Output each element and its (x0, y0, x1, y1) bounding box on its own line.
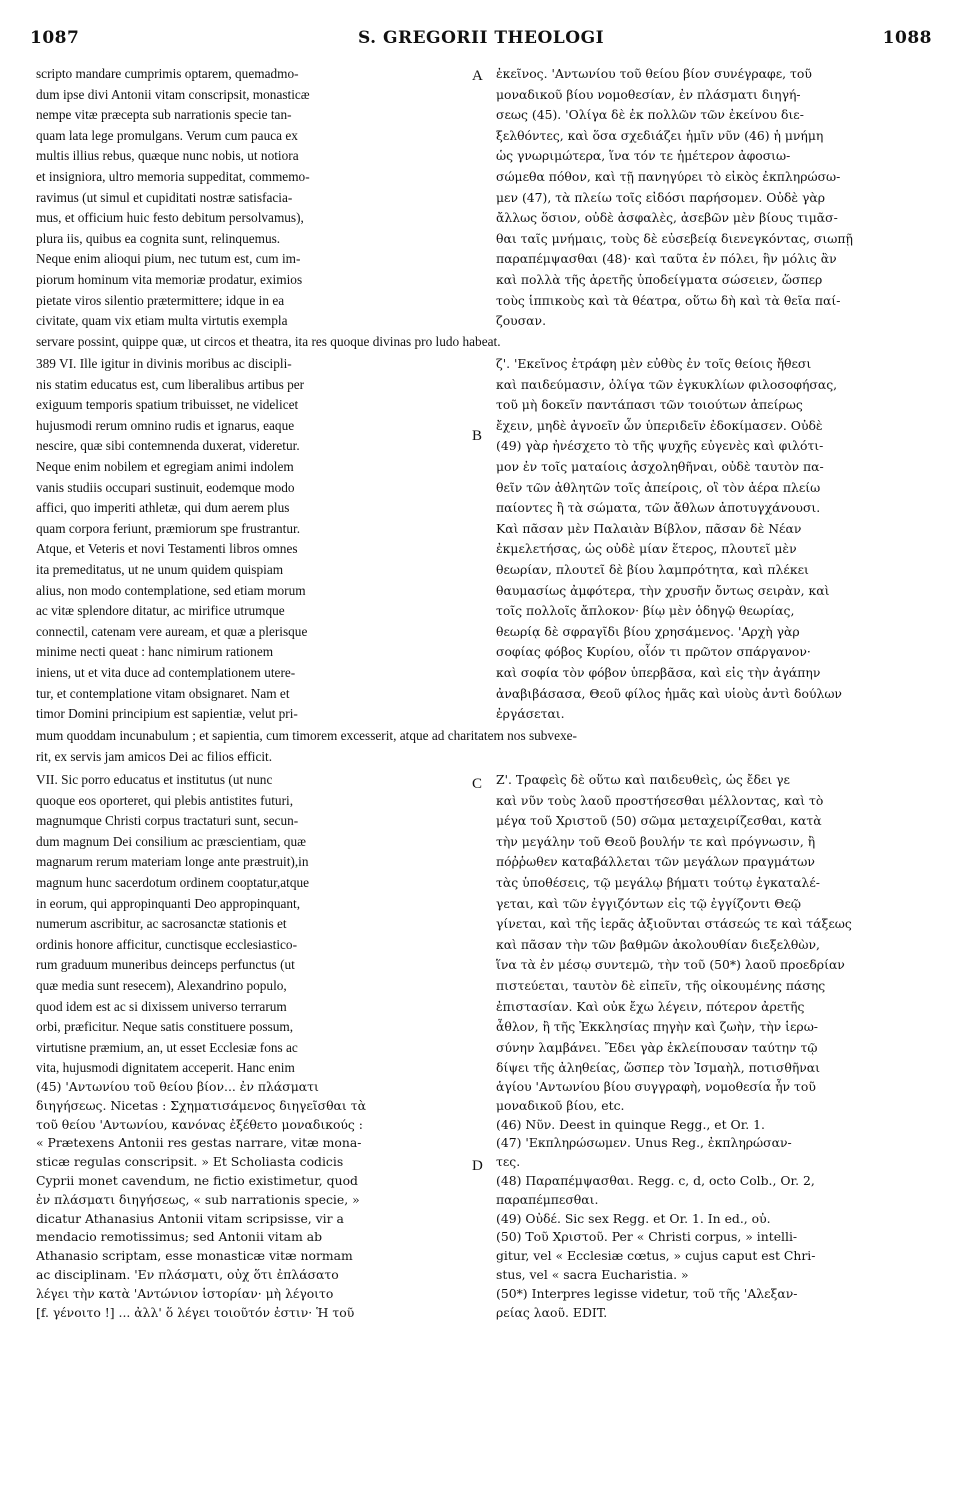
text-line: ἐν πλάσματι διηγήσεως, « sub narrationis specie, » (36, 1191, 360, 1207)
latin-column-b (36, 354, 476, 725)
text-line: θεῖν τῶν ἀθλητῶν τοῖς ἀπείροις, οἳ τὸν ἀέρα πλείω (496, 479, 821, 495)
text-line: (49) Οὐδέ. Sic sex Regg. et Or. 1. In ed., οὐ. (496, 1210, 771, 1226)
text-line: Neque enim alioqui pium, nec tutum est, cum im- (36, 251, 301, 267)
text-line: τοὺς ἱππικοὺς καὶ τὰ θέατρα, οὕτω δὴ καὶ τὰ θεῖα παί- (496, 292, 841, 308)
text-line: sticæ regulas conscripsit. » Et Scholiasta codicis (36, 1154, 344, 1170)
text-line: quoque eos oporteret, qui plebis antistites futuri, (36, 792, 294, 808)
text-line: quam corpora feriunt, præmiorum spe frustrantur. (36, 520, 301, 536)
text-line: θαυμασίως ἀμφότερα, τὴν χρυσῆν ὄντως σειρὰν, καὶ (496, 582, 830, 598)
text-line: γεται, καὶ τῶν ἐγγιζόντων εἰς τῷ ἐγγίζοντι Θεῷ (496, 895, 801, 911)
text-line: (50) Τοῦ Χριστοῦ. Per « Christi corpus, » intelli- (496, 1229, 798, 1245)
text-line: θαι ταῖς μνήμαις, τοὺς δὲ εὐσεβείᾳ διενεγκόντας, σιωπῇ (496, 230, 853, 246)
text-line: in eorum, qui appropinquanti Deo appropinquant, (36, 895, 301, 911)
text-line: gitur, vel « Ecclesiæ cœtus, » cujus caput est Chri- (496, 1248, 816, 1264)
latin-full-line-a: servare possint, quippe quæ, ut circos et theatra, ita res quoque divinas pro ludo habeat. (36, 334, 501, 349)
text-line: καὶ πολλὰ τῆς ἀρετῆς ὑποδείγματα σώσειεν, ὥσπερ (496, 271, 823, 287)
text-line: (49) γὰρ ἠνέσχετο τὸ τῆς ψυχῆς εὐγενὲς καὶ φιλότι- (496, 438, 824, 454)
text-line: quod idem est ac si dixissem universo terrarum (36, 998, 287, 1014)
text-line: τὰς ὑποθέσεις, τῷ μεγάλῳ βήματι τούτῳ ἐγκαταλέ- (496, 874, 820, 890)
text-line: θεωρίᾳ δὲ σφραγῖδι βίου χρησάμενος. 'Αρχὴ γὰρ (496, 623, 800, 639)
text-line: dicatur Athanasius Antonii vitam scripsisse, vir a (36, 1210, 344, 1226)
text-line: γίνεται, καὶ τῆς ἱερᾶς ἀξιοῦνται στάσεώς τε καὶ τάξεως (496, 916, 852, 932)
text-line: connectil, catenam vere auream, et quæ a plerisque (36, 623, 308, 639)
text-line: ac vitæ splendore ditatur, ac mirifice utrumque (36, 603, 285, 619)
text-line: ἀναβιβάσασα, Θεοῦ φίλος ἡμᾶς καὶ υἱοὺς ἀντὶ δούλων (496, 685, 842, 701)
text-line: Cyprii monet cavendum, ne fictio existimetur, quod (36, 1172, 358, 1188)
text-line: quam lata lege promulgans. Verum cum pauca ex (36, 127, 298, 143)
text-line: (47) 'Εκπληρώσωμεν. Unus Reg., ἐκπληρώσαν- (496, 1135, 792, 1151)
section-marker-b: B (472, 428, 483, 444)
text-line: ἆθλον, ἢ τῆς Ἐκκλησίας πηγὴν καὶ ζωὴν, τὴν ἱερω- (496, 1019, 818, 1035)
text-line: multis illius rebus, quæque nunc nobis, ut notiora (36, 148, 299, 164)
text-line: mum quoddam incunabulum ; et sapientia, cum timorem excesserit, atque ad charitatem nos subvexe- (36, 728, 577, 743)
text-line: ἔχειν, μηδὲ ἀγνοεῖν ὧν ὑπεριδεῖν ἐδοκίμασεν. Οὐδὲ (496, 417, 823, 433)
text-line: καὶ σοφία τὸν φόβον ὑπερβᾶσα, καὶ εἰς τὴν ἀγάπην (496, 664, 821, 680)
text-line: μοναδικοῦ βίου, etc. (496, 1097, 625, 1113)
text-line: (48) Παραπέμψασθαι. Regg. c, d, octo Colb., Or. 2, (496, 1172, 815, 1188)
text-line: VII. Sic porro educatus et institutus (ut nunc (36, 772, 273, 787)
text-line: iniens, ut et vita duce ad contemplationem utere- (36, 664, 296, 680)
text-line: vanis studiis occupari sustinuit, eodemque modo (36, 479, 295, 495)
text-line: Athanasio scriptam, esse monasticæ vitæ normam (36, 1248, 353, 1264)
page-number-right: 1088 (882, 28, 932, 48)
text-line: scripto mandare cumprimis optarem, quemadmo- (36, 66, 299, 81)
text-line: μεν (47), τὰ πλείω τοῖς εἰδόσι παρήσομεν. Οὐδὲ γὰρ (496, 189, 826, 205)
text-line: ἄλλως ὅσιον, οὐδὲ ἀσφαλὲς, ἀσεβῶν μὲν βίους τιμᾶσ- (496, 210, 838, 226)
text-line: ζουσαν. (496, 313, 547, 329)
text-line: et insigniora, ultro memoria suppeditat, commemo- (36, 168, 310, 184)
text-line: tur, et contemplatione vitam obsignaret. Nam et (36, 685, 290, 701)
footnotes-left (36, 1078, 476, 1322)
text-line: ρείας λαοῦ. EDIT. (496, 1304, 608, 1320)
text-line: τοῦ μὴ δοκεῖν παντάπασι τῶν τοιούτων ἀπείρως (496, 397, 803, 413)
text-line: σύνην λαμβάνει. Ἔδει γὰρ ἐκλείπουσαν ταύτην τῷ (496, 1039, 818, 1055)
text-line: dum magnum Dei consilium ac præscientiam, quæ (36, 833, 306, 849)
text-line: affici, quo imperiti athletæ, qui dum aerem plus (36, 500, 290, 516)
section-marker-a: A (472, 68, 483, 84)
text-line: ordinis honore afficitur, cunctisque ecclesiastico- (36, 936, 298, 952)
text-line: ἵνα τὰ ἐν μέσῳ συντεμῶ, τὴν τοῦ (50*) λαοῦ προεδρίαν (496, 957, 845, 973)
text-line: ac disciplinam. 'Εν πλάσματι, οὐχ ὅτι ἐπλάσατο (36, 1266, 339, 1282)
text-line: Καὶ πᾶσαν μὲν Παλαιὰν Βίβλον, πᾶσαν δὲ Νέαν (496, 520, 802, 536)
text-line: τες. (496, 1154, 521, 1170)
text-line: quæ media sunt resecem), Alexandrino populo, (36, 977, 287, 993)
text-line: piorum hominum vita memoriæ prodatur, eximios (36, 271, 303, 287)
text-line: Atque, et Veteris et novi Testamenti libros omnes (36, 541, 298, 557)
text-line: nescire, quæ sibi contemnenda duxerat, videretur. (36, 438, 300, 454)
text-line: τοῖς πολλοῖς ἄπλοκον· βίῳ μὲν ὁδηγῷ θεωρίας, (496, 603, 795, 619)
text-line: ζ'. 'Εκεῖνος ἐτράφη μὲν εὐθὺς ἐν τοῖς θείοις ἤθεσι (496, 356, 812, 371)
text-line: timor Domini principium est sapientiæ, velut pri- (36, 706, 298, 722)
text-line: ἐπιστασίαν. Καὶ οὐκ ἔχω λέγειν, πότερον ἀρετῆς (496, 998, 805, 1014)
text-line: stus, vel « sacra Eucharistia. » (496, 1266, 689, 1282)
text-line: rum graduum muneribus deinceps perfunctus (ut (36, 957, 295, 973)
latin-full-lines-b (36, 726, 930, 767)
text-line: magnarum rerum materiam longe ante præstruit),in (36, 854, 309, 870)
text-line: πόῤῥωθεν καταβάλλεται τῶν μεγάλων πραγμάτων (496, 854, 815, 870)
text-line: σώμεθα πόθον, καὶ τῇ πανηγύρει τὸ εἰκὸς ἐκπληρώσω- (496, 168, 841, 184)
text-line: (50*) Interpres legisse videtur, τοῦ τῆς 'Αλεξαν- (496, 1285, 798, 1301)
text-line: παίοντες ἢ τὰ σώματα, τῶν ἄθλων ἀποτυγχάνουσι. (496, 500, 821, 516)
text-line: virtutisne præmium, an, ut esset Ecclesiæ fons ac (36, 1039, 298, 1055)
text-line: magnum hunc sacerdotum ordinem cooptatur,atque (36, 874, 310, 890)
text-line: mendacio remotissimus; sed Antonii vitam ab (36, 1229, 323, 1245)
text-line: pietate viros silentio prætermittere; idque in ea (36, 292, 285, 308)
text-line: ἐργάσεται. (496, 706, 565, 722)
text-line: civitate, quam vix etiam multa virtutis exempla (36, 313, 288, 329)
text-line: alius, non modo contemplatione, sed etiam morum (36, 582, 306, 598)
text-line: ἐκμελετήσας, ὡς οὐδὲ μίαν ἕτερος, πλουτεῖ μὲν (496, 541, 797, 557)
text-line: μον ἐν τοῖς ματαίοις ἀσχοληθῆναι, οὐδὲ ταυτὸν πα- (496, 458, 824, 474)
text-line: nempe vitæ præcepta sub narrationis specie tan- (36, 107, 292, 123)
text-line: Neque enim nobilem et egregiam animi indolem (36, 458, 294, 474)
text-line: διηγήσεως. Nicetas : Σχηματισάμενος διηγεῖσθαι τὰ (36, 1097, 366, 1113)
text-line: μέγα τοῦ Χριστοῦ (50) σῶμα μεταχειρίζεσθαι, κατὰ (496, 813, 822, 829)
text-line: τὴν μεγάλην τοῦ Θεοῦ βουλήν τε καὶ πρόγνωσιν, ἢ (496, 833, 816, 849)
text-line: (46) Νῦν. Deest in quinque Regg., et Or. 1. (496, 1116, 765, 1132)
text-line: hujusmodi rerum omnino rudis et ignarus, eaque (36, 417, 295, 433)
text-line: καὶ νῦν τοὺς λαοῦ προστήσεσθαι μέλλοντας, καὶ τὸ (496, 792, 824, 808)
text-line: rit, ex servis jam amicos Dei ac filios efficit. (36, 748, 273, 764)
text-line: καὶ παιδεύμασιν, ὀλίγα τῶν ἐγκυκλίων φιλοσοφήσας, (496, 376, 838, 392)
section-marker-c: C (472, 776, 483, 792)
text-line: ἐκεῖνος. 'Αντωνίου τοῦ θείου βίον συνέγραφε, τοῦ (496, 66, 812, 81)
text-line: πιστεύεται, ταυτὸν δὲ εἰπεῖν, τῆς οἰκουμένης πάσης (496, 977, 826, 993)
text-line: minime necti queat : hanc nimirum rationem (36, 644, 274, 660)
page-number-left: 1087 (30, 28, 80, 48)
text-line: mus, et officium huic festo debitum persolvamus), (36, 210, 304, 226)
text-line: ita premeditatus, ut ne unum quidem quispiam (36, 561, 284, 577)
text-line: μοναδικοῦ βίου νομοθεσίαν, ἐν πλάσματι διηγή- (496, 86, 801, 102)
running-title: S. GREGORII THEOLOGI (357, 28, 605, 48)
latin-column-c (36, 770, 476, 1079)
text-line: exiguum temporis spatium tribuisset, ne videlicet (36, 397, 299, 413)
text-line: λέγει τὴν κατὰ 'Αντώνιον ἱστορίαν· μὴ λέγοιτο (36, 1285, 334, 1301)
text-line: σοφίας φόβος Κυρίου, οἷόν τι πρῶτον σπάργανον· (496, 644, 811, 660)
greek-column-b (496, 354, 934, 725)
text-line: 389 VI. Ille igitur in divinis moribus ac discipli- (36, 356, 292, 371)
text-line: dum ipse divi Antonii vitam conscripsit, monasticæ (36, 86, 310, 102)
greek-column-a (496, 64, 934, 332)
text-line: magnumque Christi corpus tractaturi sunt, secun- (36, 813, 299, 829)
text-line: (45) 'Αντωνίου τοῦ θείου βίον... ἐν πλάσματι (36, 1079, 319, 1094)
text-line: σεως (45). 'Ολίγα δὲ ἐκ πολλῶν τῶν ἐκείνου διε- (496, 107, 804, 123)
text-line: Ζ'. Τραφεὶς δὲ οὕτω καὶ παιδευθεὶς, ὡς ἔδει γε (496, 772, 790, 787)
text-line: [f. γένοιτο !] ... ἀλλ' ὅ λέγει τοιοῦτόν ἐστιν· Ἡ τοῦ (36, 1304, 355, 1320)
text-line: τοῦ θείου 'Αντωνίου, κανόνας ἐξέθετο μοναδικούς : (36, 1116, 363, 1132)
text-line: ravimus (ut simul et cupiditati nostræ satisfacia- (36, 189, 293, 205)
greek-column-c (496, 770, 934, 1079)
text-line: ξελθόντες, καὶ ὅσα σχεδιάζει ἡμῖν νῦν (46) ἡ μνήμη (496, 127, 824, 143)
text-line: παραπέμψασθαι (48)· καὶ ταῦτα ἐν πόλει, ἣν μόλις ἂν (496, 251, 837, 267)
text-line: παραπέμπεσθαι. (496, 1191, 599, 1207)
text-line: δίψει τῆς ἀληθείας, ὥσπερ τὸν Ἰσμαὴλ, ποτισθῆναι (496, 1060, 821, 1076)
text-line: vita, hujusmodi dignitatem acceperit. Hanc enim (36, 1060, 295, 1076)
text-line: καὶ πᾶσαν τὴν τῶν βαθμῶν ἀκολουθίαν διεξελθὼν, (496, 936, 820, 952)
footnotes-right (496, 1078, 934, 1322)
latin-column-a (36, 64, 476, 332)
text-line: nis statim educatus est, cum liberalibus artibus per (36, 376, 305, 392)
text-line: numerum ascribitur, ac sacrosanctæ stationis et (36, 916, 287, 932)
text-line: ὡς γνωριμώτερα, ἵνα τόν τε ἡμέτερον ἀφοσιω- (496, 148, 791, 164)
text-line: θεωρίαν, πλουτεῖ δὲ βίου λαμπρότητα, καὶ πλέκει (496, 561, 809, 577)
text-line: plura iis, quibus ea cognita sunt, relinquemus. (36, 230, 281, 246)
text-line: orbi, præficitur. Neque satis constituere possum, (36, 1019, 294, 1035)
text-line: ἁγίου 'Αντωνίου βίου συγγραφὴ, νομοθεσία ἦν τοῦ (496, 1079, 816, 1094)
section-marker-d: D (472, 1158, 483, 1174)
text-line: « Prætexens Antonii res gestas narrare, vitæ mona- (36, 1135, 362, 1151)
